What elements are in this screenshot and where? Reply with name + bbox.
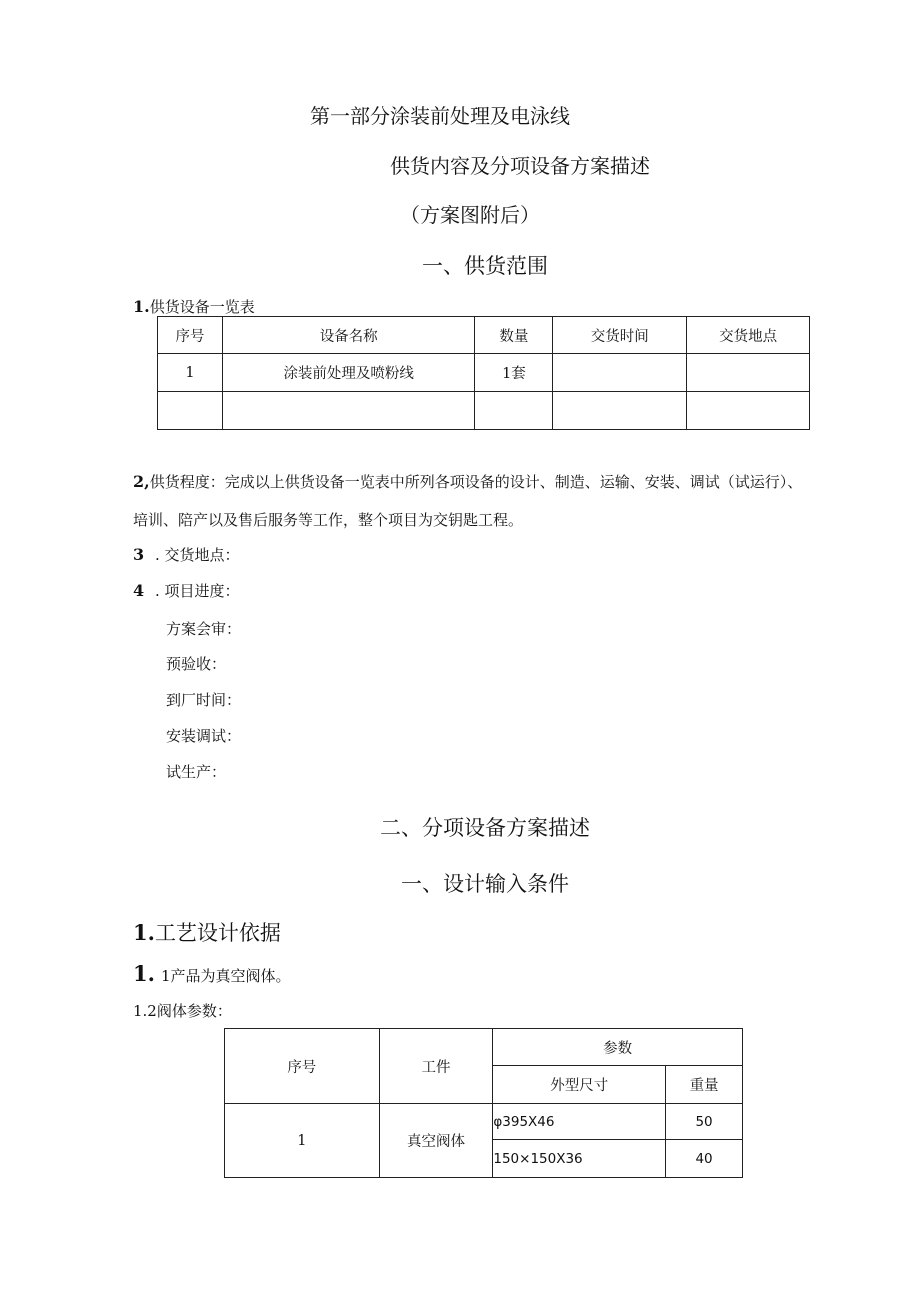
- document-title-line2: 供货内容及分项设备方案描述: [390, 154, 650, 178]
- table-cell: [553, 354, 687, 392]
- table-header-cell: 交货时间: [553, 317, 687, 354]
- table-cell: [687, 392, 810, 430]
- item1-number: 1.: [133, 297, 150, 316]
- table-header-cell: 交货地点: [687, 317, 810, 354]
- paragraph-number: 1.: [133, 961, 155, 986]
- table-cell: 1: [158, 354, 223, 392]
- progress-item: 安装调试：: [166, 727, 242, 745]
- subsection-heading-design-input: 一、设计输入条件: [401, 872, 569, 896]
- progress-item: 试生产：: [166, 763, 227, 781]
- table-cell: [158, 392, 223, 430]
- section-heading-supply-scope: 一、供货范围: [422, 254, 548, 278]
- table-header-cell: 序号: [158, 317, 223, 354]
- table-cell: 1套: [475, 354, 553, 392]
- table-cell: 真空阀体: [379, 1104, 493, 1178]
- process-design-basis-heading: [133, 917, 281, 947]
- table-cell: 1: [225, 1104, 380, 1178]
- item1-text: 供货设备一览表: [149, 298, 255, 316]
- valve-parameter-table: [224, 1028, 743, 1178]
- document-title-line3: （方案图附后）: [400, 203, 540, 227]
- item2-text-line1: 供货程度：完成以上供货设备一览表中所列各项设备的设计、制造、运输、安装、调试（试运行）、: [149, 473, 803, 491]
- progress-item: 方案会审：: [166, 620, 242, 638]
- table-header-cell: 工件: [379, 1029, 493, 1104]
- heading-text: 工艺设计依据: [154, 921, 281, 945]
- table-row: [158, 392, 810, 430]
- item2-text-line2: 培训、陪产以及售后服务等工作，整个项目为交钥匙工程。: [133, 511, 524, 529]
- item1-label: [133, 296, 255, 317]
- paragraph-text: 1产品为真空阀体。: [161, 967, 291, 985]
- table-cell: 50: [666, 1104, 743, 1140]
- table-header-cell: 参数: [493, 1029, 743, 1066]
- item3-text: . 交货地点：: [155, 546, 240, 564]
- table-header-cell: 数量: [475, 317, 553, 354]
- item4-number: 4: [133, 581, 145, 600]
- progress-item: 预验收：: [166, 655, 227, 673]
- table-row: [225, 1104, 743, 1140]
- item2-paragraph: [133, 471, 802, 492]
- item3-paragraph: [133, 544, 240, 565]
- table-header-cell: 外型尺寸: [493, 1066, 666, 1104]
- paragraph-1-2: 1.2阀体参数：: [133, 1002, 232, 1020]
- table-cell: 涂装前处理及喷粉线: [222, 354, 475, 392]
- table-cell: [553, 392, 687, 430]
- table-header-cell: 序号: [225, 1029, 380, 1104]
- table-header-row: [158, 317, 810, 354]
- section-heading-equipment-description: 二、分项设备方案描述: [380, 816, 590, 840]
- table-cell: [687, 354, 810, 392]
- table-cell: φ395X46: [493, 1104, 666, 1140]
- table-header-cell: 重量: [666, 1066, 743, 1104]
- paragraph-1-1: [133, 961, 291, 986]
- supply-equipment-table: [157, 316, 810, 430]
- item3-number: 3: [133, 545, 145, 564]
- table-cell: [222, 392, 475, 430]
- heading-number: 1.: [133, 920, 155, 945]
- table-cell: [475, 392, 553, 430]
- item4-paragraph: [133, 580, 240, 601]
- item2-number: 2,: [133, 472, 150, 491]
- table-header-cell: 设备名称: [222, 317, 475, 354]
- item4-text: . 项目进度：: [155, 582, 240, 600]
- table-cell: 40: [666, 1140, 743, 1178]
- table-cell: 150×150X36: [493, 1140, 666, 1178]
- progress-item: 到厂时间：: [166, 691, 242, 709]
- document-title-line1: 第一部分涂装前处理及电泳线: [310, 104, 570, 128]
- table-row: [158, 354, 810, 392]
